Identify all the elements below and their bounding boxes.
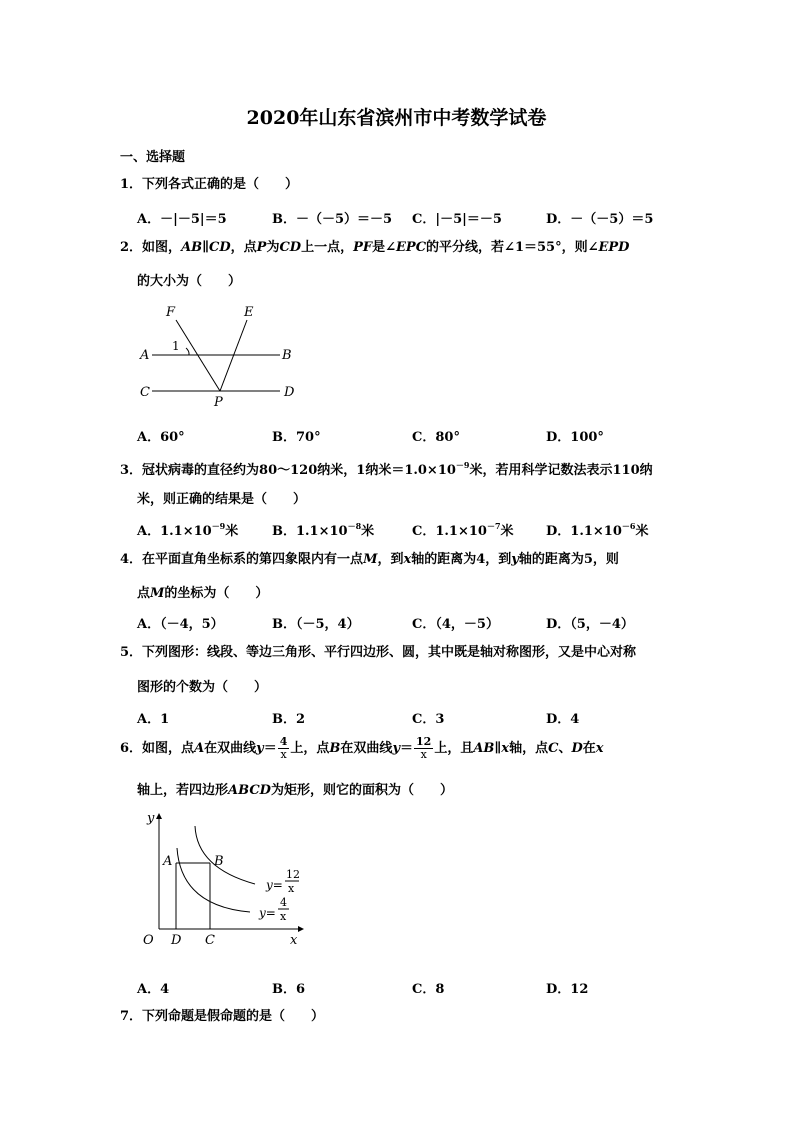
question-3 xyxy=(120,456,653,480)
stem-text: 轴，点 xyxy=(509,741,549,756)
stem-text: 的平分线，若∠1＝55°，则∠ xyxy=(426,240,599,255)
exponent: －9 xyxy=(455,460,470,470)
stem-text: 轴的距离为5，则 xyxy=(518,552,619,567)
stem-math: EPC xyxy=(396,240,427,255)
q4-option-d: D．（5，－4） xyxy=(546,617,634,632)
question-stem: 下列命题是假命题的是（ ） xyxy=(142,1009,325,1024)
label-origin: O xyxy=(143,933,154,948)
label-angle-1: 1 xyxy=(172,339,180,353)
label-f: F xyxy=(166,305,176,320)
question-stem: 下列各式正确的是（ ） xyxy=(142,177,299,192)
stem-text: 在平面直角坐标系的第四象限内有一点 xyxy=(142,552,364,567)
stem-text: 为 xyxy=(266,240,280,255)
stem-math: AB∥x xyxy=(473,741,510,756)
label-b: B xyxy=(282,348,292,363)
stem-text: 是∠ xyxy=(372,240,397,255)
stem-math: y xyxy=(511,552,519,567)
stem-text: 上，且 xyxy=(434,741,474,756)
option-text: C．1.1×10 xyxy=(412,524,487,539)
q2-option-d: D．100° xyxy=(546,430,604,445)
q4-option-b: B．（－5，4） xyxy=(272,617,360,632)
q2-figure xyxy=(130,300,310,410)
q2-stem-line2: 的大小为（ ） xyxy=(137,274,242,289)
q1-option-b: B．－（－5）＝－5 xyxy=(272,212,393,227)
fraction-12-over-x xyxy=(414,736,433,761)
question-6 xyxy=(120,736,604,761)
stem-text: 的坐标为（ ） xyxy=(164,586,269,601)
stem-text: 点 xyxy=(137,586,151,601)
option-unit: 米 xyxy=(225,524,239,539)
q6-option-b: B．6 xyxy=(272,982,306,997)
label-curve-4-num: 4 xyxy=(280,896,287,909)
question-2 xyxy=(120,239,629,257)
q2-option-c: C．80° xyxy=(412,430,460,445)
exponent: －6 xyxy=(621,521,636,531)
stem-text: ＝ xyxy=(263,741,277,756)
stem-text: 、 xyxy=(558,741,572,756)
question-number: 7． xyxy=(120,1009,143,1024)
q5-option-d: D．4 xyxy=(546,712,580,727)
label-c: C xyxy=(205,933,215,948)
q6-figure xyxy=(135,806,320,951)
stem-text: ＝ xyxy=(400,741,414,756)
denominator: x xyxy=(280,748,287,761)
question-number: 6． xyxy=(120,741,143,756)
exponent: －9 xyxy=(211,521,226,531)
stem-math: B xyxy=(329,741,341,756)
stem-text: ，点 xyxy=(230,240,257,255)
stem-text: 轴上，若四边形 xyxy=(137,783,229,798)
stem-math: x xyxy=(403,552,412,567)
stem-math: M xyxy=(150,586,165,601)
stem-math: CD xyxy=(279,240,302,255)
question-number: 1． xyxy=(120,177,143,192)
section-heading: 一、选择题 xyxy=(120,150,186,165)
page-title: 2020年山东省滨州市中考数学试卷 xyxy=(246,107,547,129)
question-number: 5． xyxy=(120,645,143,660)
stem-math: y xyxy=(392,741,400,756)
stem-text: 米，若用科学记数法表示110纳 xyxy=(469,463,653,478)
stem-text: 轴的距离为4，到 xyxy=(411,552,512,567)
stem-text: 在双曲线 xyxy=(340,741,393,756)
stem-text: 在双曲线 xyxy=(204,741,257,756)
q1-option-d: D．－（－5）＝5 xyxy=(546,212,654,227)
label-a: A xyxy=(140,348,150,363)
question-number: 3． xyxy=(120,463,143,478)
option-text: D．1.1×10 xyxy=(546,524,622,539)
stem-math: AB∥CD xyxy=(181,240,231,255)
stem-text: 如图，点 xyxy=(142,741,195,756)
stem-text: 上一点， xyxy=(301,240,354,255)
q5-option-a: A．1 xyxy=(137,712,170,727)
stem-math: P xyxy=(256,240,267,255)
q2-option-b: B．70° xyxy=(272,430,321,445)
stem-math: ABCD xyxy=(228,783,271,798)
stem-math: M xyxy=(363,552,378,567)
denominator: x xyxy=(420,748,427,761)
stem-text: 为矩形，则它的面积为（ ） xyxy=(270,783,453,798)
stem-math: C xyxy=(548,741,559,756)
option-unit: 米 xyxy=(361,524,375,539)
label-b: B xyxy=(214,854,224,869)
label-curve-12-den: x xyxy=(288,882,295,895)
label-curve-4-y: y= xyxy=(259,906,276,920)
stem-math: EPD xyxy=(598,240,630,255)
q5-option-b: B．2 xyxy=(272,712,306,727)
q4-option-c: C．（4，－5） xyxy=(412,617,499,632)
label-d: D xyxy=(171,933,182,948)
stem-math: D xyxy=(571,741,583,756)
question-7 xyxy=(120,1008,324,1026)
stem-text: 下列图形：线段、等边三角形、平行四边形、圆，其中既是轴对称图形，又是中心对称 xyxy=(142,645,637,660)
q3-stem-line2: 米，则正确的结果是（ ） xyxy=(137,492,307,507)
q6-option-c: C．8 xyxy=(412,982,445,997)
exponent: －7 xyxy=(486,521,501,531)
exponent: －8 xyxy=(347,521,362,531)
q6-stem-line2 xyxy=(137,779,453,798)
q2-option-a: A．60° xyxy=(137,430,185,445)
label-p: P xyxy=(214,395,223,410)
fraction-4-over-x xyxy=(278,736,290,761)
q1-option-a: A．－|－5|＝5 xyxy=(137,212,227,227)
stem-text: 在 xyxy=(582,741,596,756)
stem-text: 冠状病毒的直径约为80～120纳米，1纳米＝1.0×10 xyxy=(142,463,456,478)
q4-option-a: A．（－4，5） xyxy=(137,617,224,632)
q3-option-c xyxy=(412,520,514,539)
q6-option-d: D．12 xyxy=(546,982,589,997)
curve-y-12-over-x xyxy=(195,826,255,884)
label-curve-4-den: x xyxy=(280,910,287,923)
label-d: D xyxy=(284,385,295,400)
stem-math: PF xyxy=(353,240,373,255)
q4-stem-line2 xyxy=(137,582,268,601)
question-4 xyxy=(120,551,619,569)
stem-math: y xyxy=(256,741,264,756)
label-curve-12-num: 12 xyxy=(286,868,300,881)
label-c: C xyxy=(140,385,150,400)
option-text: A．1.1×10 xyxy=(137,524,212,539)
label-a: A xyxy=(163,854,173,869)
label-y-axis: y xyxy=(147,811,155,826)
stem-text: 上，点 xyxy=(290,741,330,756)
option-text: B．1.1×10 xyxy=(272,524,348,539)
q6-option-a: A．4 xyxy=(137,982,170,997)
option-unit: 米 xyxy=(635,524,649,539)
q5-stem-line2: 图形的个数为（ ） xyxy=(137,680,268,695)
stem-text: ，到 xyxy=(377,552,404,567)
option-unit: 米 xyxy=(500,524,514,539)
numerator: 12 xyxy=(416,735,432,748)
q3-option-b xyxy=(272,520,374,539)
q3-option-a xyxy=(137,520,238,539)
question-number: 4． xyxy=(120,552,143,567)
q3-option-d xyxy=(546,520,648,539)
stem-text: 如图， xyxy=(142,240,182,255)
stem-math: A xyxy=(194,741,205,756)
label-curve-12-y: y= xyxy=(266,878,283,892)
stem-math: x xyxy=(595,741,604,756)
question-1 xyxy=(120,176,298,194)
angle-1-arc xyxy=(186,348,189,355)
question-number: 2． xyxy=(120,240,143,255)
q1-option-c: C．|－5|＝－5 xyxy=(412,212,502,227)
q5-option-c: C．3 xyxy=(412,712,445,727)
numerator: 4 xyxy=(279,735,288,748)
label-e: E xyxy=(244,305,254,320)
question-5 xyxy=(120,644,636,662)
label-x-axis: x xyxy=(290,933,298,948)
